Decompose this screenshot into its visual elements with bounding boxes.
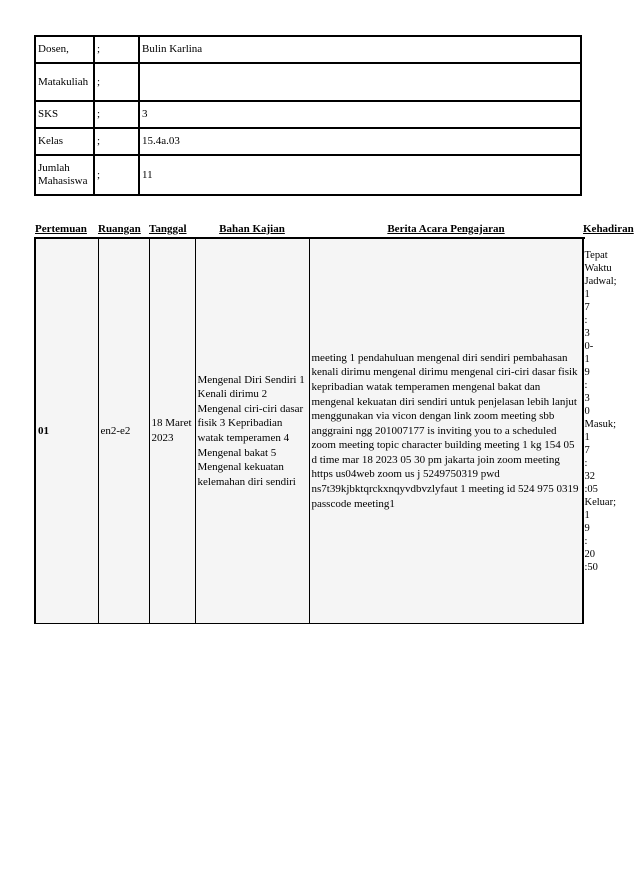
info-row-matakuliah bbox=[35, 63, 581, 101]
course-info-table bbox=[34, 35, 582, 196]
kehadiran-line: 1 bbox=[584, 432, 590, 443]
matakuliah-label: Matakuliah bbox=[35, 63, 94, 101]
dosen-value: Bulin Karlina bbox=[139, 36, 581, 63]
teaching-record-table bbox=[34, 220, 634, 624]
table-row bbox=[35, 238, 583, 624]
kehadiran-line: Waktu bbox=[584, 263, 612, 274]
info-row-dosen bbox=[35, 36, 581, 63]
kelas-label: Kelas bbox=[35, 128, 94, 155]
kehadiran-line: 20 bbox=[584, 549, 595, 560]
kehadiran-line: 1 bbox=[584, 289, 590, 300]
jumlah-separator: ; bbox=[94, 155, 139, 195]
header-ruangan: Ruangan bbox=[98, 222, 141, 235]
kehadiran-line: : bbox=[584, 536, 588, 547]
sks-label: SKS bbox=[35, 101, 94, 128]
sks-value: 3 bbox=[139, 101, 581, 128]
kehadiran-line: 7 bbox=[584, 302, 590, 313]
kehadiran-line: : bbox=[584, 458, 588, 469]
kehadiran-line: 3 bbox=[584, 328, 590, 339]
kehadiran-line: : bbox=[584, 380, 588, 391]
cell-tanggal: 18 Maret 2023 bbox=[149, 238, 195, 624]
kehadiran-line: Keluar; bbox=[584, 497, 616, 508]
kehadiran-line: 32 bbox=[584, 471, 595, 482]
header-pertemuan: Pertemuan bbox=[35, 222, 87, 235]
kehadiran-text bbox=[585, 249, 625, 574]
kehadiran-line: 9 bbox=[584, 523, 590, 534]
cell-ruangan: en2-e2 bbox=[98, 238, 149, 624]
cell-bahan-kajian: Mengenal Diri Sendiri 1 Kenali dirimu 2 Mengenal ciri-ciri dasar fisik 3 Kepribadian watak temperamen 4 Mengenal bakat 5 Mengenal kekuatan kelemahan diri sendiri bbox=[195, 238, 309, 624]
matakuliah-separator: ; bbox=[94, 63, 139, 101]
kehadiran-line: 3 bbox=[584, 393, 590, 404]
kehadiran-line: 1 bbox=[584, 354, 590, 365]
header-tanggal: Tanggal bbox=[149, 222, 187, 235]
cell-pertemuan: 01 bbox=[35, 238, 98, 624]
info-row-sks bbox=[35, 101, 581, 128]
matakuliah-value bbox=[139, 63, 581, 101]
jumlah-value: 11 bbox=[139, 155, 581, 195]
kehadiran-line: 9 bbox=[584, 367, 590, 378]
kehadiran-line: : bbox=[584, 315, 588, 326]
jumlah-label: Jumlah Mahasiswa bbox=[35, 155, 94, 195]
info-row-kelas bbox=[35, 128, 581, 155]
kelas-separator: ; bbox=[94, 128, 139, 155]
header-bahan-kajian: Bahan Kajian bbox=[219, 222, 285, 235]
info-row-jumlah-mahasiswa bbox=[35, 155, 581, 195]
dosen-separator: ; bbox=[94, 36, 139, 63]
kehadiran-line: 7 bbox=[584, 445, 590, 456]
sks-separator: ; bbox=[94, 101, 139, 128]
header-berita-acara: Berita Acara Pengajaran bbox=[387, 222, 505, 235]
kelas-value: 15.4a.03 bbox=[139, 128, 581, 155]
dosen-label: Dosen, bbox=[35, 36, 94, 63]
kehadiran-line: :50 bbox=[584, 562, 598, 573]
kehadiran-line: :05 bbox=[584, 484, 598, 495]
kehadiran-line: 0- bbox=[584, 341, 594, 352]
kehadiran-line: Masuk; bbox=[584, 419, 616, 430]
table-header-row: Pertemuan Ruangan Tanggal Bahan Kajian Berita Acara Pengajaran Kehadiran bbox=[35, 220, 583, 238]
kehadiran-line: Jadwal; bbox=[584, 276, 617, 287]
cell-berita-acara: meeting 1 pendahuluan mengenal diri sendiri pembahasan kenali dirimu mengenal dirimu mengenal ciri-ciri dasar fisik kepribadian watak temperamen mengenal bakat dan mengenal kekuatan diri sendiri untuk penjelasan lebih lanjut menggunakan via vicon dengan link zoom meeting sbb anggraini ngg 201007177 is inviting you to a scheduled zoom meeting topic character building meeting 1 kg 154 05 d time mar 18 2023 05 30 pm jakarta join zoom meeting https us04web zoom us j 5249750319 pwd ns7t39kjbktqrckxnqyvdbvzlyfaut 1 meeting id 524 975 0319 passcode meeting1 bbox=[309, 238, 583, 624]
kehadiran-line: 1 bbox=[584, 510, 590, 521]
kehadiran-line: Tepat bbox=[584, 250, 608, 261]
kehadiran-line: 0 bbox=[584, 406, 590, 417]
